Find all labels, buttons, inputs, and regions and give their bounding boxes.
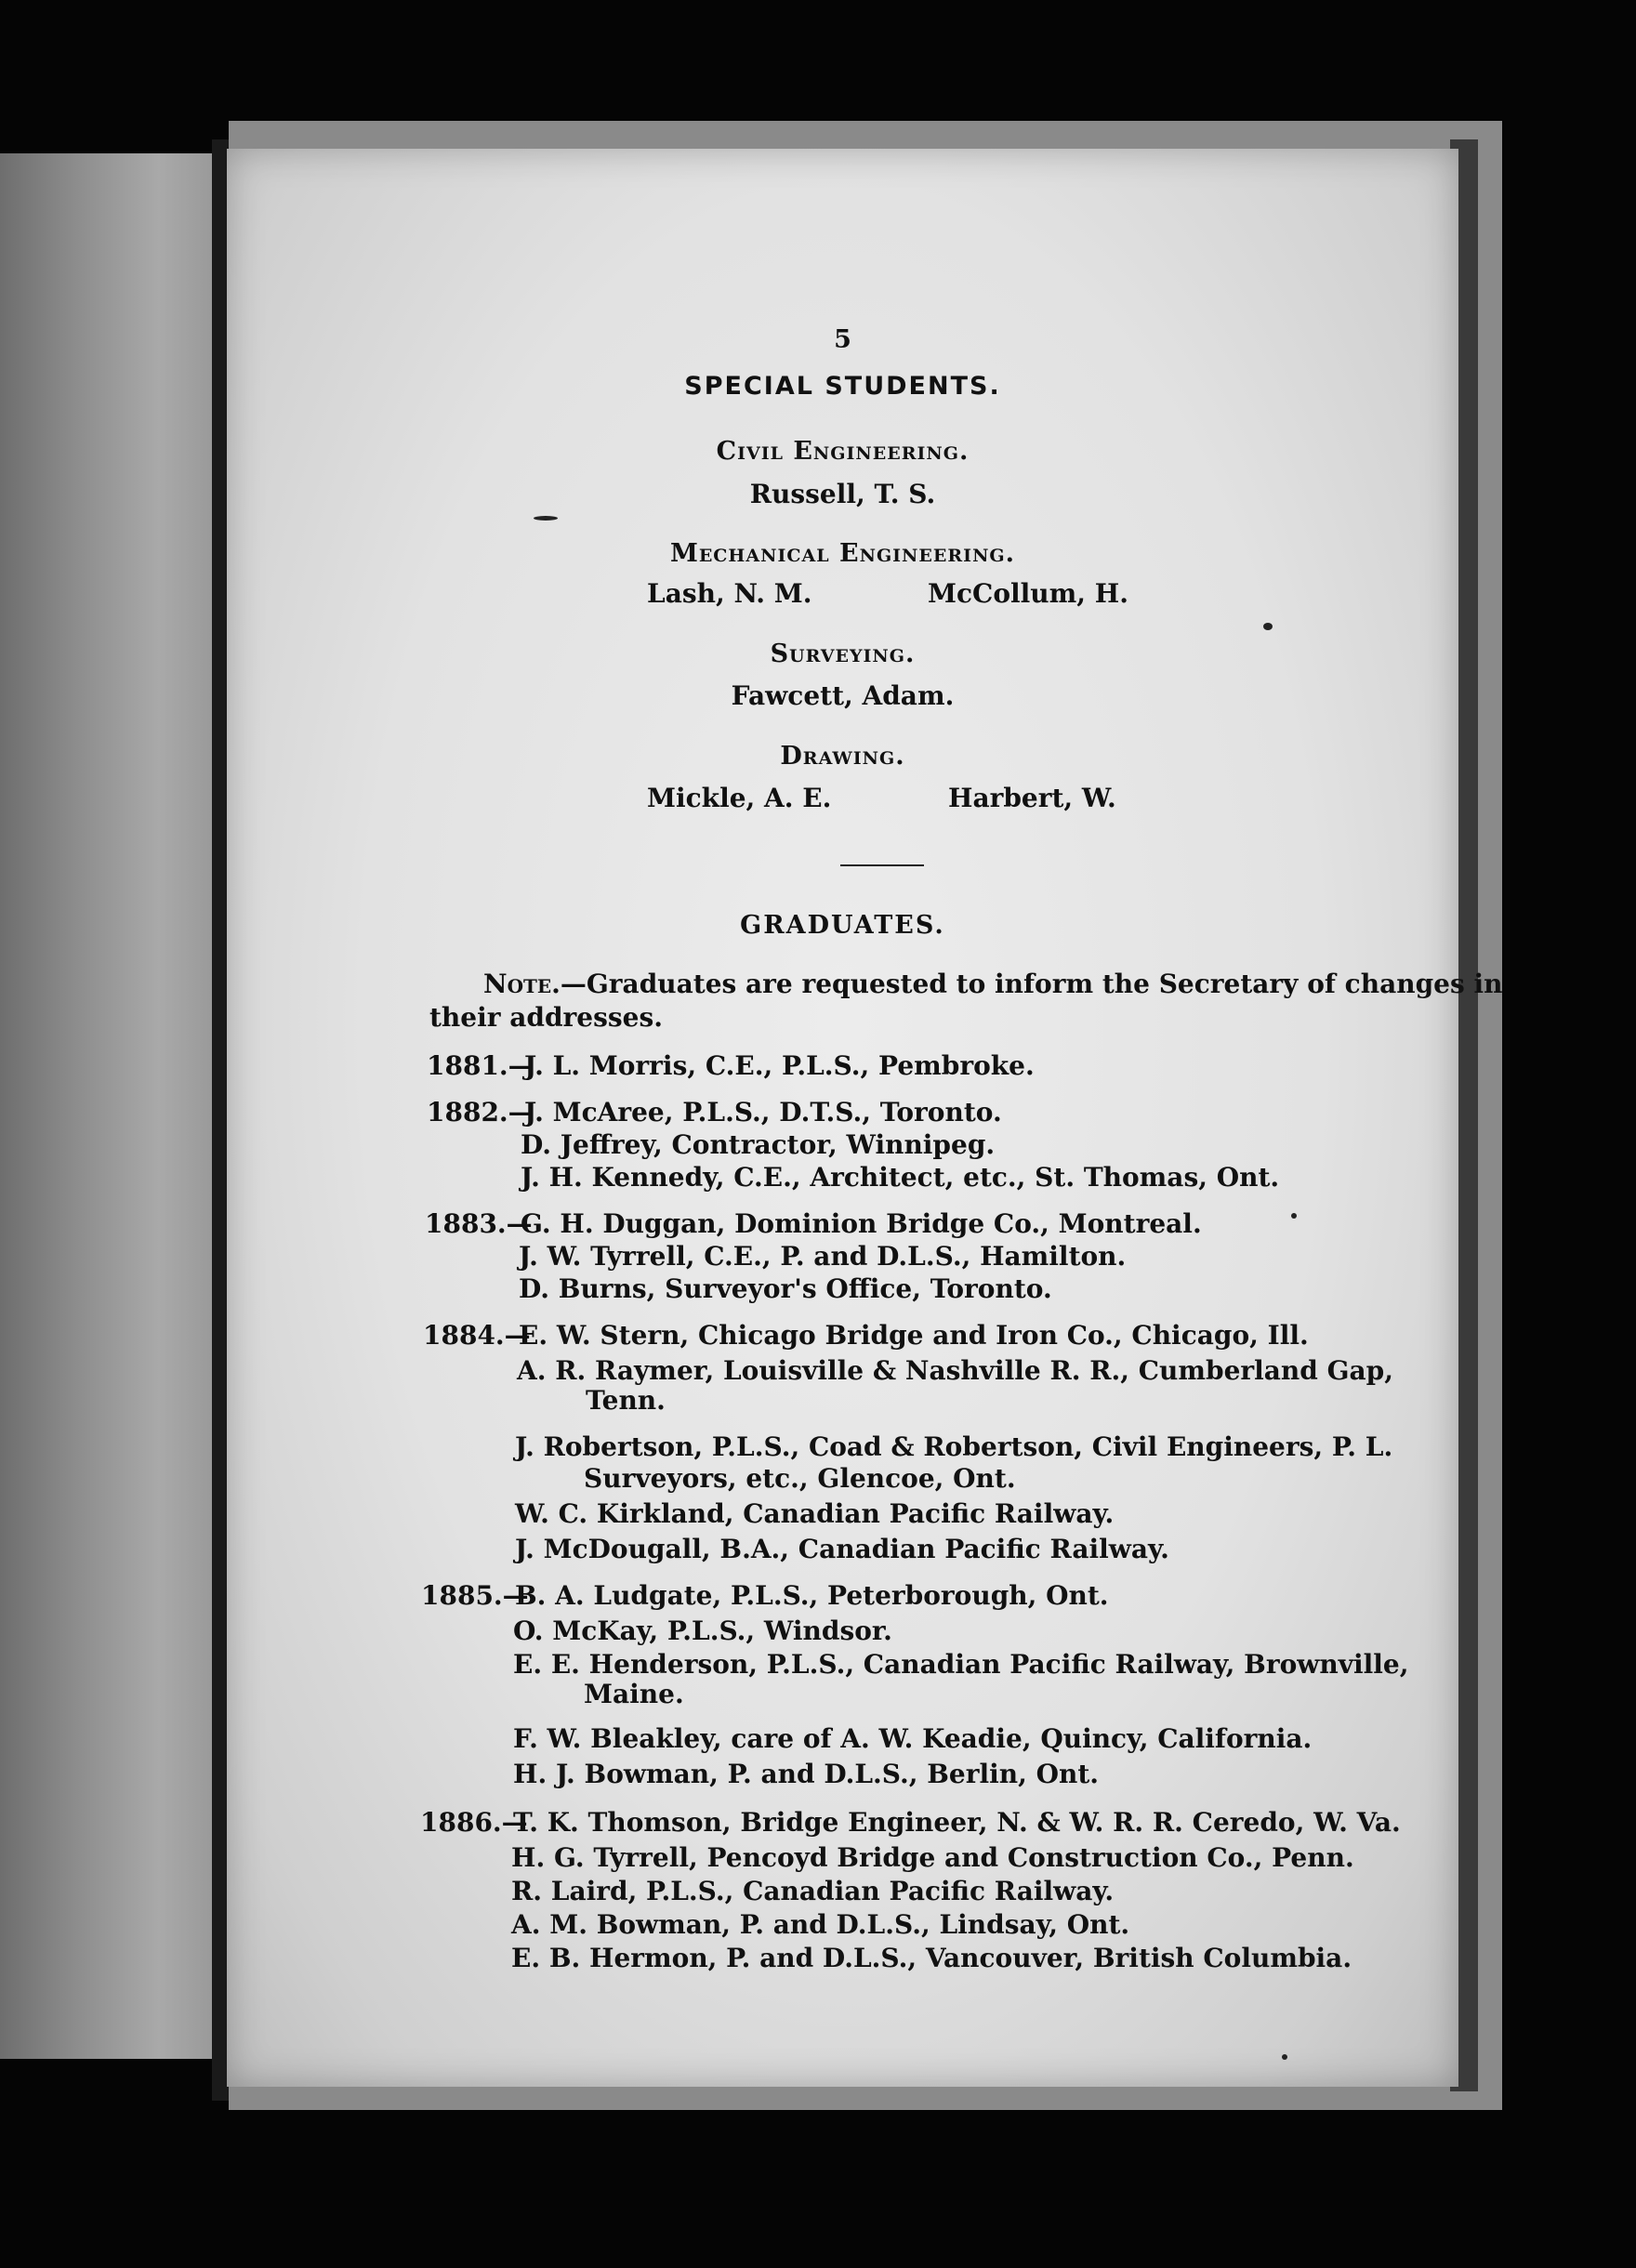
graduate-entry: J. Robertson, P.L.S., Coad & Robertson, Civil Engineers, P. L. bbox=[515, 1431, 1393, 1462]
graduate-entry: F. W. Bleakley, care of A. W. Keadie, Quincy, California. bbox=[513, 1723, 1313, 1754]
graduate-entry: A. R. Raymer, Louisville & Nashville R. R., Cumberland Gap, bbox=[517, 1355, 1393, 1386]
civil-engineering-heading: Civil Engineering. bbox=[716, 437, 970, 466]
special-students-title: SPECIAL STUDENTS. bbox=[684, 372, 1001, 401]
page-number: 5 bbox=[834, 325, 851, 354]
graduate-entry: E. B. Hermon, P. and D.L.S., Vancouver, British Columbia. bbox=[511, 1943, 1352, 1973]
graduate-entry: A. M. Bowman, P. and D.L.S., Lindsay, Ont. bbox=[511, 1909, 1130, 1940]
graduate-entry: H. J. Bowman, P. and D.L.S., Berlin, Ont. bbox=[513, 1759, 1100, 1789]
mechanical-engineering-heading: Mechanical Engineering. bbox=[669, 539, 1016, 568]
drawing-heading: Drawing. bbox=[780, 742, 905, 771]
note-label: Note. bbox=[483, 969, 561, 999]
graduate-entry-continued: Maine. bbox=[584, 1679, 684, 1709]
graduates-title: GRADUATES. bbox=[740, 911, 945, 940]
graduate-entry: J. H. Kennedy, C.E., Architect, etc., St. Thomas, Ont. bbox=[521, 1162, 1280, 1193]
graduate-entry: D. Jeffrey, Contractor, Winnipeg. bbox=[521, 1129, 996, 1160]
graduation-year: 1884.— bbox=[423, 1320, 531, 1351]
graduate-entry: H. G. Tyrrell, Pencoyd Bridge and Construction Co., Penn. bbox=[511, 1842, 1354, 1873]
mechanical-student-name: McCollum, H. bbox=[928, 578, 1128, 609]
graduate-entry: E. E. Henderson, P.L.S., Canadian Pacific Railway, Brownville, bbox=[513, 1649, 1409, 1680]
section-divider bbox=[840, 864, 924, 866]
graduate-entry: D. Burns, Surveyor's Office, Toronto. bbox=[519, 1273, 1052, 1304]
graduation-year: 1883.— bbox=[425, 1208, 533, 1239]
graduate-entry: R. Laird, P.L.S., Canadian Pacific Railway. bbox=[511, 1876, 1115, 1906]
drawing-student-name: Mickle, A. E. bbox=[647, 783, 832, 813]
surveying-student-name: Fawcett, Adam. bbox=[731, 680, 955, 711]
graduation-year: 1882.— bbox=[427, 1097, 534, 1127]
graduate-entry: T. K. Thomson, Bridge Engineer, N. & W. R. R. Ceredo, W. Va. bbox=[513, 1807, 1401, 1838]
scan-speck bbox=[534, 516, 558, 521]
civil-student-name: Russell, T. S. bbox=[749, 479, 936, 509]
scan-speck bbox=[1282, 2054, 1287, 2060]
drawing-student-name: Harbert, W. bbox=[948, 783, 1116, 813]
graduate-entry: G. H. Duggan, Dominion Bridge Co., Montreal. bbox=[521, 1208, 1202, 1239]
graduate-entry: J. W. Tyrrell, C.E., P. and D.L.S., Hamilton. bbox=[519, 1241, 1127, 1272]
left-facing-page bbox=[0, 153, 212, 2059]
graduate-entry: J. McDougall, B.A., Canadian Pacific Railway. bbox=[515, 1534, 1169, 1564]
scan-speck bbox=[1291, 1213, 1297, 1219]
graduate-entry: B. A. Ludgate, P.L.S., Peterborough, Ont. bbox=[515, 1580, 1109, 1611]
scan-speck bbox=[1263, 623, 1273, 630]
graduates-note-continued: their addresses. bbox=[429, 1002, 663, 1033]
graduates-note bbox=[483, 969, 1502, 999]
graduate-entry-continued: Tenn. bbox=[586, 1385, 666, 1416]
graduate-entry: E. W. Stern, Chicago Bridge and Iron Co., Chicago, Ill. bbox=[519, 1320, 1309, 1351]
graduate-entry: J. L. Morris, C.E., P.L.S., Pembroke. bbox=[524, 1050, 1035, 1081]
document-page bbox=[227, 149, 1503, 2087]
graduate-entry: W. C. Kirkland, Canadian Pacific Railway. bbox=[515, 1498, 1115, 1529]
graduate-entry-continued: Surveyors, etc., Glencoe, Ont. bbox=[584, 1463, 1016, 1494]
note-text: —Graduates are requested to inform the Secretary of changes in bbox=[560, 969, 1503, 999]
surveying-heading: Surveying. bbox=[770, 640, 916, 668]
mechanical-student-name: Lash, N. M. bbox=[647, 578, 812, 609]
graduation-year: 1881.— bbox=[427, 1050, 534, 1081]
graduate-entry: J. McAree, P.L.S., D.T.S., Toronto. bbox=[524, 1097, 1002, 1127]
graduate-entry: O. McKay, P.L.S., Windsor. bbox=[513, 1615, 892, 1646]
graduation-year: 1885.— bbox=[421, 1580, 529, 1611]
graduation-year: 1886.— bbox=[420, 1807, 528, 1838]
